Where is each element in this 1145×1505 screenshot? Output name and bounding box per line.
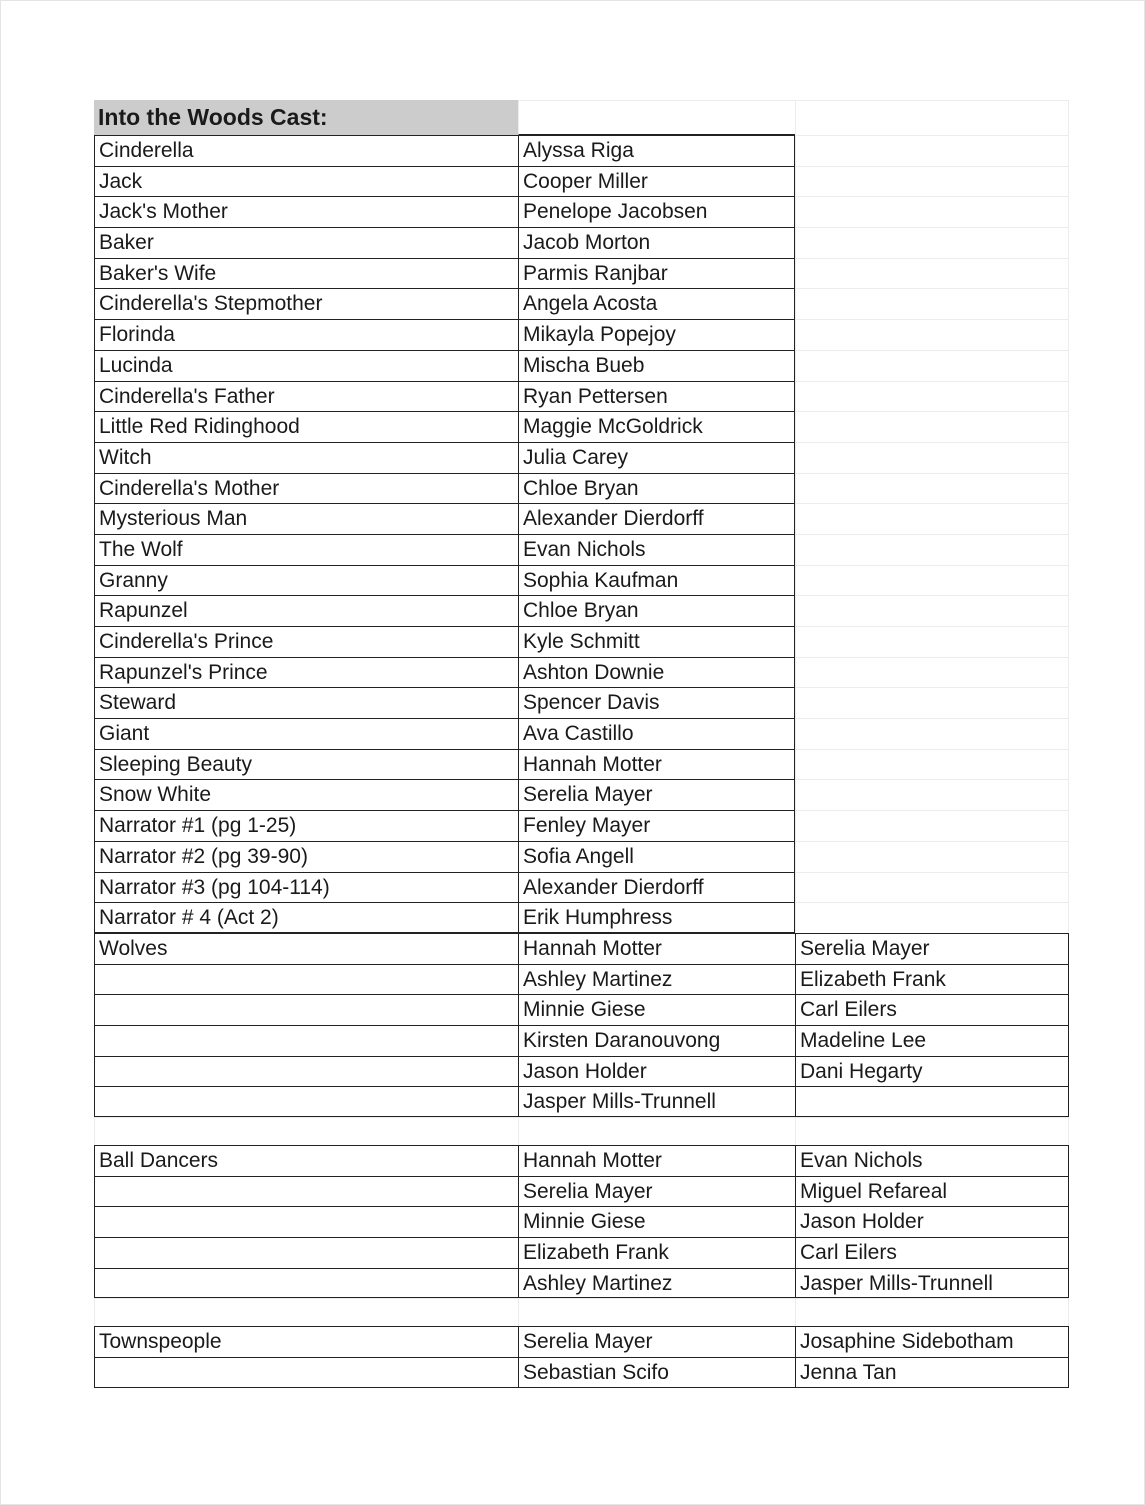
ensemble-member-cell: Miguel Refareal [795,1176,1069,1207]
empty-cell [795,196,1069,227]
sheet-title: Into the Woods Cast: [94,100,518,135]
ensemble-member-cell: Josaphine Sidebotham [795,1326,1069,1357]
empty-cell [795,565,1069,596]
ensemble-member-cell: Elizabeth Frank [795,964,1069,995]
group-name-cell: Ball Dancers [94,1145,518,1176]
ensemble-member-cell: Dani Hegarty [795,1056,1069,1087]
ensemble-row [94,1056,1069,1087]
ensemble-member-cell: Carl Eilers [795,1237,1069,1268]
ensemble-row [94,1326,1069,1357]
empty-cell [795,350,1069,381]
empty-cell [795,657,1069,688]
ensemble-member-cell: Carl Eilers [795,994,1069,1025]
actor-cell: Sophia Kaufman [518,565,795,596]
actor-cell: Hannah Motter [518,749,795,780]
ensemble-member-cell: Hannah Motter [518,1145,795,1176]
empty-cell [795,841,1069,872]
group-name-cell: Townspeople [94,1326,518,1357]
role-cell: Snow White [94,779,518,810]
actor-cell: Cooper Miller [518,166,795,197]
cast-row [94,288,1069,319]
role-cell: Steward [94,687,518,718]
empty-cell [795,902,1069,933]
actor-cell: Spencer Davis [518,687,795,718]
ensemble-row [94,1086,1069,1117]
empty-cell [795,687,1069,718]
actor-cell: Alyssa Riga [518,135,795,166]
role-cell: Giant [94,718,518,749]
empty-cell [94,1268,518,1299]
empty-cell [518,1298,795,1326]
empty-cell [94,1117,518,1145]
role-cell: Cinderella's Father [94,381,518,412]
actor-cell: Serelia Mayer [518,779,795,810]
cast-row [94,534,1069,565]
cast-row [94,227,1069,258]
cast-row [94,872,1069,903]
cast-row [94,657,1069,688]
empty-cell [94,1176,518,1207]
empty-cell [795,595,1069,626]
empty-cell [94,994,518,1025]
role-cell: Rapunzel's Prince [94,657,518,688]
cast-row [94,473,1069,504]
ensemble-row [94,933,1069,964]
empty-cell [795,100,1069,135]
ensemble-row [94,1237,1069,1268]
cast-row [94,902,1069,933]
ensemble-member-cell: Jenna Tan [795,1357,1069,1388]
actor-cell: Evan Nichols [518,534,795,565]
empty-cell [795,473,1069,504]
empty-cell [518,1117,795,1145]
cast-table [94,100,1069,1388]
empty-cell [795,779,1069,810]
actor-cell: Angela Acosta [518,288,795,319]
empty-cell [94,1025,518,1056]
group-name-cell: Wolves [94,933,518,964]
title-row [94,100,1069,135]
actor-cell: Penelope Jacobsen [518,196,795,227]
ensemble-member-cell: Sebastian Scifo [518,1357,795,1388]
cast-row [94,196,1069,227]
empty-cell [795,288,1069,319]
ensemble-member-cell: Jason Holder [518,1056,795,1087]
empty-cell [94,1237,518,1268]
ensemble-member-cell: Elizabeth Frank [518,1237,795,1268]
cast-row [94,595,1069,626]
empty-cell [795,258,1069,289]
cast-row [94,779,1069,810]
ensemble-row [94,1268,1069,1299]
ensemble-member-cell: Evan Nichols [795,1145,1069,1176]
actor-cell: Kyle Schmitt [518,626,795,657]
ensemble-member-cell: Serelia Mayer [518,1326,795,1357]
empty-cell [795,626,1069,657]
ensemble-row [94,1025,1069,1056]
empty-cell [94,1056,518,1087]
actor-cell: Sofia Angell [518,841,795,872]
role-cell: Cinderella's Stepmother [94,288,518,319]
spacer-row [94,1117,1069,1145]
cast-row [94,749,1069,780]
role-cell: Witch [94,442,518,473]
empty-cell [94,1298,518,1326]
ensemble-row [94,1206,1069,1237]
ensemble-row [94,994,1069,1025]
cast-row [94,503,1069,534]
ensemble-member-cell: Hannah Motter [518,933,795,964]
ensemble-member-cell: Ashley Martinez [518,1268,795,1299]
empty-cell [795,503,1069,534]
empty-cell [94,1357,518,1388]
cast-row [94,135,1069,166]
empty-cell [795,810,1069,841]
role-cell: Little Red Ridinghood [94,411,518,442]
ensemble-row [94,964,1069,995]
ensemble-row [94,1145,1069,1176]
role-cell: Baker [94,227,518,258]
cast-row [94,687,1069,718]
role-cell: Florinda [94,319,518,350]
actor-cell: Julia Carey [518,442,795,473]
role-cell: Mysterious Man [94,503,518,534]
actor-cell: Erik Humphress [518,902,795,933]
actor-cell: Ava Castillo [518,718,795,749]
empty-cell [94,1086,518,1117]
empty-cell [795,534,1069,565]
ensemble-member-cell: Serelia Mayer [795,933,1069,964]
actor-cell: Chloe Bryan [518,595,795,626]
actor-cell: Parmis Ranjbar [518,258,795,289]
role-cell: Granny [94,565,518,596]
ensemble-member-cell: Jason Holder [795,1206,1069,1237]
ensemble-member-cell: Minnie Giese [518,1206,795,1237]
role-cell: Cinderella's Mother [94,473,518,504]
cast-row [94,442,1069,473]
cast-row [94,411,1069,442]
empty-cell [795,135,1069,166]
actor-cell: Ryan Pettersen [518,381,795,412]
role-cell: The Wolf [94,534,518,565]
cast-row [94,718,1069,749]
empty-cell [795,381,1069,412]
empty-cell [795,1298,1069,1326]
role-cell: Lucinda [94,350,518,381]
empty-cell [795,1117,1069,1145]
empty-cell [795,718,1069,749]
role-cell: Jack's Mother [94,196,518,227]
role-cell: Cinderella [94,135,518,166]
empty-cell [795,749,1069,780]
actor-cell: Mikayla Popejoy [518,319,795,350]
actor-cell: Fenley Mayer [518,810,795,841]
ensemble-member-cell: Kirsten Daranouvong [518,1025,795,1056]
actor-cell: Jacob Morton [518,227,795,258]
role-cell: Narrator # 4 (Act 2) [94,902,518,933]
cast-row [94,810,1069,841]
cast-row [94,166,1069,197]
empty-cell [795,442,1069,473]
actor-cell: Mischa Bueb [518,350,795,381]
cast-row [94,258,1069,289]
role-cell: Cinderella's Prince [94,626,518,657]
role-cell: Baker's Wife [94,258,518,289]
empty-cell [518,100,795,135]
role-cell: Narrator #2 (pg 39-90) [94,841,518,872]
cast-row [94,319,1069,350]
ensemble-row [94,1176,1069,1207]
cast-row [94,381,1069,412]
empty-cell [795,319,1069,350]
role-cell: Rapunzel [94,595,518,626]
empty-cell [94,1206,518,1237]
empty-cell [795,872,1069,903]
spacer-row [94,1298,1069,1326]
actor-cell: Alexander Dierdorff [518,503,795,534]
ensemble-member-cell: Serelia Mayer [518,1176,795,1207]
actor-cell: Maggie McGoldrick [518,411,795,442]
ensemble-member-cell: Jasper Mills-Trunnell [795,1268,1069,1299]
ensemble-row [94,1357,1069,1388]
empty-cell [795,411,1069,442]
role-cell: Sleeping Beauty [94,749,518,780]
ensemble-member-cell [795,1086,1069,1117]
actor-cell: Chloe Bryan [518,473,795,504]
ensemble-member-cell: Madeline Lee [795,1025,1069,1056]
empty-cell [795,227,1069,258]
cast-row [94,565,1069,596]
role-cell: Narrator #3 (pg 104-114) [94,872,518,903]
ensemble-member-cell: Jasper Mills-Trunnell [518,1086,795,1117]
ensemble-member-cell: Ashley Martinez [518,964,795,995]
actor-cell: Ashton Downie [518,657,795,688]
role-cell: Jack [94,166,518,197]
cast-row [94,350,1069,381]
role-cell: Narrator #1 (pg 1-25) [94,810,518,841]
actor-cell: Alexander Dierdorff [518,872,795,903]
empty-cell [94,964,518,995]
ensemble-member-cell: Minnie Giese [518,994,795,1025]
cast-row [94,841,1069,872]
cast-row [94,626,1069,657]
empty-cell [795,166,1069,197]
